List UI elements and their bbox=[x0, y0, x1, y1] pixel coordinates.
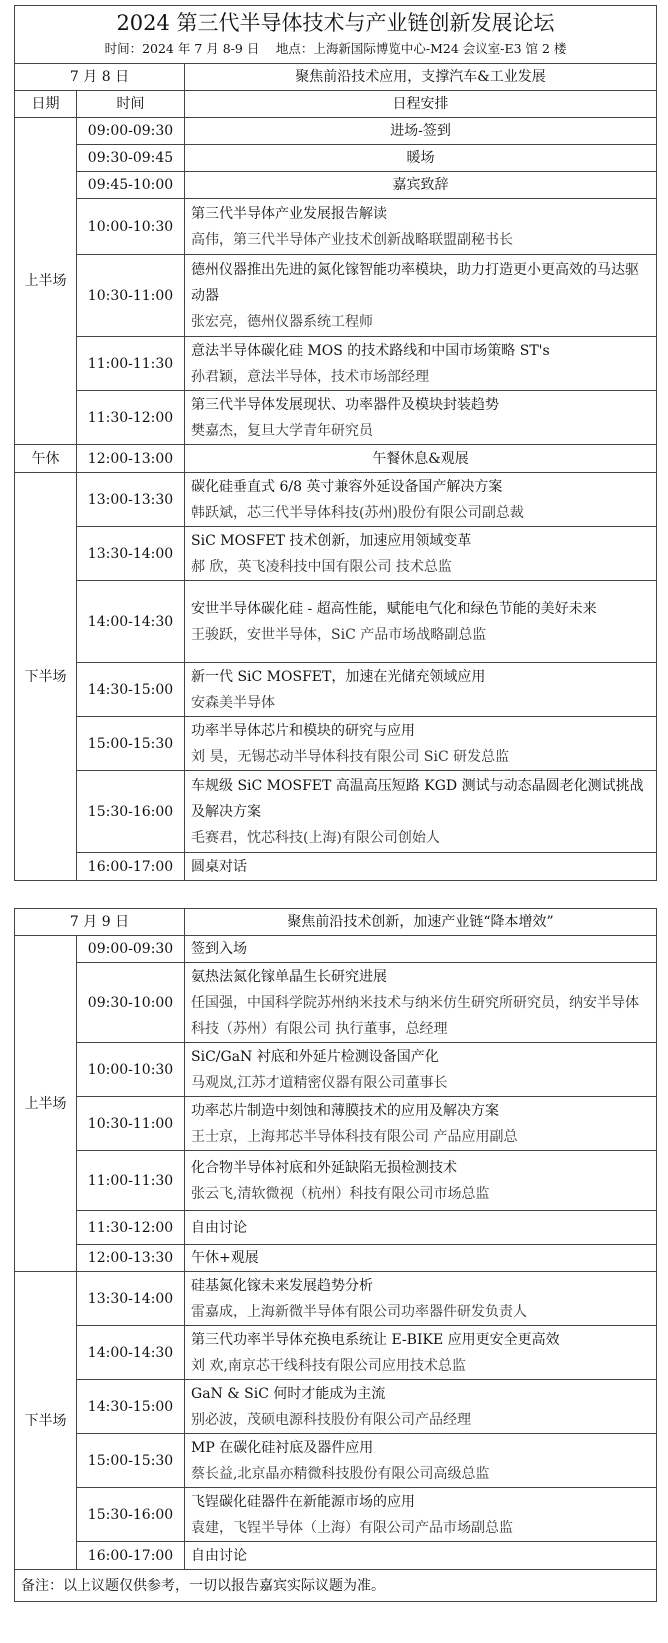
session-label: 下半场 bbox=[15, 1272, 77, 1570]
table-row: 16:00-17:00 圆桌对话 bbox=[15, 853, 657, 881]
table-row: 15:00-15:30 功率半导体芯片和模块的研究与应用 刘 昊，无锡芯动半导体科技有限公司 SiC 研发总监 bbox=[15, 717, 657, 771]
table-row: 15:30-16:00 车规级 SiC MOSFET 高温高压短路 KGD 测试与动态晶圆老化测试挑战及解决方案 毛赛君，忱芯科技(上海)有限公司创始人 bbox=[15, 771, 657, 853]
table-row: 11:30-12:00 第三代半导体发展现状、功率器件及模块封装趋势 樊嘉杰，复旦大学青年研究员 bbox=[15, 391, 657, 445]
table-row: 15:30-16:00 飞锃碳化硅器件在新能源市场的应用 袁建，飞锃半导体（上海）有限公司产品市场副总监 bbox=[15, 1488, 657, 1542]
table-row: 10:00-10:30 第三代半导体产业发展报告解读 高伟，第三代半导体产业技术创新战略联盟副秘书长 bbox=[15, 199, 657, 255]
day1-theme: 聚焦前沿技术应用，支撑汽车&工业发展 bbox=[185, 64, 657, 91]
day1-date: 7 月 8 日 bbox=[15, 64, 185, 91]
table-row: 11:00-11:30 意法半导体碳化硅 MOS 的技术路线和中国市场策略 ST's 孙君颖，意法半导体，技术市场部经理 bbox=[15, 337, 657, 391]
day1-agenda-table bbox=[14, 5, 657, 881]
table-row: 10:30-11:00 功率芯片制造中刻蚀和薄膜技术的应用及解决方案 王士京，上海邦芯半导体科技有限公司 产品应用副总 bbox=[15, 1097, 657, 1151]
session-label: 午休 bbox=[15, 445, 77, 473]
table-row: 09:45-10:00 嘉宾致辞 bbox=[15, 172, 657, 199]
table-row: 13:30-14:00 SiC MOSFET 技术创新，加速应用领域变革 郝 欣，英飞凌科技中国有限公司 技术总监 bbox=[15, 527, 657, 581]
session-label: 上半场 bbox=[15, 936, 77, 1272]
table-row: 11:30-12:00 自由讨论 bbox=[15, 1211, 657, 1245]
table-row: 10:00-10:30 SiC/GaN 衬底和外延片检测设备国产化 马观岚,江苏才道精密仪器有限公司董事长 bbox=[15, 1043, 657, 1097]
table-row: 14:30-15:00 新一代 SiC MOSFET，加速在光储充领域应用 安森美半导体 bbox=[15, 663, 657, 717]
day2-theme: 聚焦前沿技术创新，加速产业链“降本增效” bbox=[185, 909, 657, 936]
table-row: 下半场 13:00-13:30 碳化硅垂直式 6/8 英寸兼容外延设备国产解决方案 韩跃斌，芯三代半导体科技(苏州)股份有限公司副总裁 bbox=[15, 473, 657, 527]
event-info: 时间：2024 年 7 月 8-9 日 地点：上海新国际博览中心-M24 会议室-E3 馆 2 楼 bbox=[15, 40, 657, 64]
table-row: 09:30-09:45 暖场 bbox=[15, 145, 657, 172]
day2-date: 7 月 9 日 bbox=[15, 909, 185, 936]
table-row: 11:00-11:30 化合物半导体衬底和外延缺陷无损检测技术 张云飞,清软微视（杭州）科技有限公司市场总监 bbox=[15, 1151, 657, 1211]
footnote: 备注：以上议题仅供参考，一切以报告嘉宾实际议题为准。 bbox=[15, 1570, 657, 1602]
session-label: 下半场 bbox=[15, 473, 77, 881]
day2-agenda-table bbox=[14, 908, 657, 1602]
table-row: 10:30-11:00 德州仪器推出先进的氮化镓智能功率模块，助力打造更小更高效的马达驱动器 张宏亮，德州仪器系统工程师 bbox=[15, 255, 657, 337]
col-time-header: 时间 bbox=[77, 91, 185, 118]
table-row: 14:30-15:00 GaN & SiC 何时才能成为主流 别必波，茂硕电源科技股份有限公司产品经理 bbox=[15, 1380, 657, 1434]
col-agenda-header: 日程安排 bbox=[185, 91, 657, 118]
session-label: 上半场 bbox=[15, 118, 77, 445]
table-row: 09:30-10:00 氨热法氮化镓单晶生长研究进展 任国强，中国科学院苏州纳米技术与纳米仿生研究所研究员，纳安半导体科技（苏州）有限公司 执行董事，总经理 bbox=[15, 963, 657, 1043]
table-row: 14:00-14:30 第三代功率半导体充换电系统让 E-BIKE 应用更安全更高效 刘 欢,南京芯干线科技有限公司应用技术总监 bbox=[15, 1326, 657, 1380]
table-row: 12:00-13:30 午休+观展 bbox=[15, 1245, 657, 1272]
table-row: 上半场 09:00-09:30 签到入场 bbox=[15, 936, 657, 963]
table-row: 下半场 13:30-14:00 硅基氮化镓未来发展趋势分析 雷嘉成，上海新微半导体有限公司功率器件研发负责人 bbox=[15, 1272, 657, 1326]
table-row: 上半场 09:00-09:30 进场-签到 bbox=[15, 118, 657, 145]
table-row: 14:00-14:30 安世半导体碳化硅 - 超高性能，赋能电气化和绿色节能的美好未来 王骏跃，安世半导体，SiC 产品市场战略副总监 bbox=[15, 581, 657, 663]
table-row: 16:00-17:00 自由讨论 bbox=[15, 1542, 657, 1570]
col-date-header: 日期 bbox=[15, 91, 77, 118]
table-row: 午休 12:00-13:00 午餐休息&观展 bbox=[15, 445, 657, 473]
table-row: 15:00-15:30 MP 在碳化硅衬底及器件应用 蔡长益,北京晶亦精微科技股份有限公司高级总监 bbox=[15, 1434, 657, 1488]
page-title: 2024 第三代半导体技术与产业链创新发展论坛 bbox=[15, 6, 657, 40]
